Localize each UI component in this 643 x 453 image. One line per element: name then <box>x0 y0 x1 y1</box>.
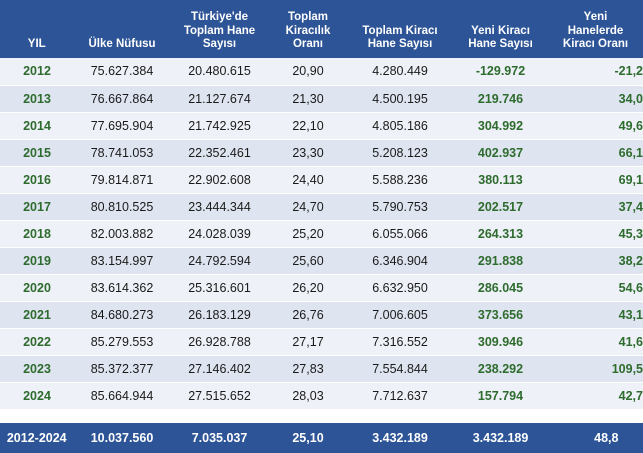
header-line: Yeni Kiracı <box>471 24 530 37</box>
cell-yeni-kiraci-hane: 291.838 <box>453 247 548 274</box>
cell-yil: 2013 <box>0 85 74 112</box>
column-header-yeni-hanelerde-kiraci-orani <box>548 0 643 58</box>
spacer-cell <box>0 409 643 423</box>
cell-yeni-hanelerde-kiraci-orani: 34,0 <box>548 85 643 112</box>
cell-toplam-hane: 25.316.601 <box>170 274 269 301</box>
cell-yeni-hanelerde-kiraci-orani: 109,5 <box>548 355 643 382</box>
cell-yil: 2020 <box>0 274 74 301</box>
cell-yeni-hanelerde-kiraci-orani: 69,1 <box>548 166 643 193</box>
table-row <box>0 328 643 355</box>
cell-yeni-hanelerde-kiraci-orani: 49,6 <box>548 112 643 139</box>
table-row <box>0 301 643 328</box>
cell-total-ulke-nufusu: 10.037.560 <box>74 423 170 453</box>
table-body <box>0 58 643 453</box>
cell-ulke-nufusu: 82.003.882 <box>74 220 170 247</box>
cell-toplam-kiraci-hane: 6.632.950 <box>347 274 453 301</box>
cell-total-yeni-hanelerde-kiraci-orani: 48,8 <box>548 423 643 453</box>
cell-ulke-nufusu: 79.814.871 <box>74 166 170 193</box>
cell-toplam-kiraci-hane: 4.805.186 <box>347 112 453 139</box>
cell-yeni-kiraci-hane: 402.937 <box>453 139 548 166</box>
cell-yil: 2024 <box>0 382 74 409</box>
cell-toplam-hane: 23.444.344 <box>170 193 269 220</box>
cell-ulke-nufusu: 76.667.864 <box>74 85 170 112</box>
header-line: Kiracı Oranı <box>562 37 629 50</box>
header-line: Hane Sayısı <box>367 37 433 50</box>
column-header-ulke-nufusu <box>74 0 170 58</box>
cell-yeni-kiraci-hane: 286.045 <box>453 274 548 301</box>
cell-yil: 2012 <box>0 58 74 85</box>
column-header-yeni-kiraci-hane-sayisi <box>453 0 548 58</box>
header-line: Ülke Nüfusu <box>88 37 156 50</box>
cell-yil: 2023 <box>0 355 74 382</box>
header-line: Toplam Hane <box>183 24 256 37</box>
column-header-toplam-hane-sayisi <box>170 0 269 58</box>
header-line: Hanelerde <box>567 24 624 37</box>
cell-toplam-kiraci-hane: 5.208.123 <box>347 139 453 166</box>
cell-yeni-hanelerde-kiraci-orani: 66,1 <box>548 139 643 166</box>
cell-ulke-nufusu: 83.614.362 <box>74 274 170 301</box>
cell-kiracilik-orani: 20,90 <box>269 58 347 85</box>
cell-yil: 2018 <box>0 220 74 247</box>
cell-total-kiracilik-orani: 25,10 <box>269 423 347 453</box>
cell-kiracilik-orani: 25,60 <box>269 247 347 274</box>
cell-ulke-nufusu: 83.154.997 <box>74 247 170 274</box>
cell-kiracilik-orani: 21,30 <box>269 85 347 112</box>
cell-total-yeni-kiraci-hane: 3.432.189 <box>453 423 548 453</box>
cell-kiracilik-orani: 26,76 <box>269 301 347 328</box>
cell-toplam-hane: 27.146.402 <box>170 355 269 382</box>
cell-yeni-hanelerde-kiraci-orani: 42,7 <box>548 382 643 409</box>
table-total-row <box>0 423 643 453</box>
cell-yil: 2022 <box>0 328 74 355</box>
header-line: Toplam <box>287 11 329 24</box>
cell-ulke-nufusu: 80.810.525 <box>74 193 170 220</box>
cell-toplam-kiraci-hane: 6.055.066 <box>347 220 453 247</box>
column-header-yil <box>0 0 74 58</box>
cell-ulke-nufusu: 75.627.384 <box>74 58 170 85</box>
cell-ulke-nufusu: 84.680.273 <box>74 301 170 328</box>
table-row <box>0 382 643 409</box>
cell-yeni-kiraci-hane: 264.313 <box>453 220 548 247</box>
header-line: Oranı <box>292 37 324 50</box>
table-header <box>0 0 643 58</box>
cell-kiracilik-orani: 28,03 <box>269 382 347 409</box>
header-line: Hane Sayısı <box>468 37 533 50</box>
cell-yeni-kiraci-hane: 157.794 <box>453 382 548 409</box>
cell-toplam-hane: 26.183.129 <box>170 301 269 328</box>
cell-toplam-hane: 26.928.788 <box>170 328 269 355</box>
header-line: Toplam Kiracı <box>362 24 438 37</box>
cell-toplam-kiraci-hane: 5.790.753 <box>347 193 453 220</box>
cell-kiracilik-orani: 25,20 <box>269 220 347 247</box>
header-line: Yeni <box>583 11 608 24</box>
cell-toplam-hane: 22.352.461 <box>170 139 269 166</box>
header-line: Türkiye'de <box>190 11 249 24</box>
header-line: YIL <box>27 37 46 50</box>
cell-ulke-nufusu: 78.741.053 <box>74 139 170 166</box>
cell-yeni-kiraci-hane: 380.113 <box>453 166 548 193</box>
table-row <box>0 274 643 301</box>
table-row <box>0 247 643 274</box>
cell-yil: 2015 <box>0 139 74 166</box>
cell-yil: 2019 <box>0 247 74 274</box>
table-row <box>0 193 643 220</box>
cell-kiracilik-orani: 27,83 <box>269 355 347 382</box>
table-row <box>0 355 643 382</box>
cell-toplam-kiraci-hane: 4.500.195 <box>347 85 453 112</box>
cell-ulke-nufusu: 85.664.944 <box>74 382 170 409</box>
table-row <box>0 139 643 166</box>
cell-total-yil: 2012-2024 <box>0 423 74 453</box>
cell-ulke-nufusu: 85.279.553 <box>74 328 170 355</box>
cell-toplam-hane: 20.480.615 <box>170 58 269 85</box>
cell-total-toplam-kiraci-hane: 3.432.189 <box>347 423 453 453</box>
cell-ulke-nufusu: 77.695.904 <box>74 112 170 139</box>
cell-yeni-hanelerde-kiraci-orani: 45,3 <box>548 220 643 247</box>
cell-yeni-kiraci-hane: 219.746 <box>453 85 548 112</box>
cell-toplam-hane: 21.742.925 <box>170 112 269 139</box>
cell-toplam-kiraci-hane: 7.316.552 <box>347 328 453 355</box>
table-row <box>0 220 643 247</box>
cell-toplam-hane: 24.792.594 <box>170 247 269 274</box>
cell-yeni-kiraci-hane: -129.972 <box>453 58 548 85</box>
cell-kiracilik-orani: 26,20 <box>269 274 347 301</box>
cell-kiracilik-orani: 22,10 <box>269 112 347 139</box>
cell-yeni-hanelerde-kiraci-orani: 37,4 <box>548 193 643 220</box>
table-row <box>0 58 643 85</box>
cell-toplam-kiraci-hane: 7.006.605 <box>347 301 453 328</box>
cell-yeni-kiraci-hane: 304.992 <box>453 112 548 139</box>
cell-toplam-hane: 21.127.674 <box>170 85 269 112</box>
cell-yeni-hanelerde-kiraci-orani: 54,6 <box>548 274 643 301</box>
cell-yeni-hanelerde-kiraci-orani: 41,6 <box>548 328 643 355</box>
cell-toplam-kiraci-hane: 7.554.844 <box>347 355 453 382</box>
table-row <box>0 112 643 139</box>
table-spacer-row <box>0 409 643 423</box>
header-line: Sayısı <box>202 37 237 50</box>
cell-yeni-kiraci-hane: 238.292 <box>453 355 548 382</box>
column-header-toplam-kiracilik-orani <box>269 0 347 58</box>
cell-toplam-kiraci-hane: 5.588.236 <box>347 166 453 193</box>
cell-yil: 2021 <box>0 301 74 328</box>
cell-kiracilik-orani: 23,30 <box>269 139 347 166</box>
table-row <box>0 85 643 112</box>
cell-toplam-hane: 27.515.652 <box>170 382 269 409</box>
table-row <box>0 166 643 193</box>
cell-yeni-kiraci-hane: 202.517 <box>453 193 548 220</box>
cell-toplam-hane: 24.028.039 <box>170 220 269 247</box>
cell-toplam-kiraci-hane: 4.280.449 <box>347 58 453 85</box>
cell-yeni-kiraci-hane: 309.946 <box>453 328 548 355</box>
cell-kiracilik-orani: 24,70 <box>269 193 347 220</box>
cell-yeni-kiraci-hane: 373.656 <box>453 301 548 328</box>
cell-yeni-hanelerde-kiraci-orani: 38,2 <box>548 247 643 274</box>
cell-yeni-hanelerde-kiraci-orani: -21,2 <box>548 58 643 85</box>
column-header-toplam-kiraci-hane-sayisi <box>347 0 453 58</box>
cell-kiracilik-orani: 27,17 <box>269 328 347 355</box>
cell-toplam-kiraci-hane: 6.346.904 <box>347 247 453 274</box>
cell-yil: 2016 <box>0 166 74 193</box>
cell-yil: 2014 <box>0 112 74 139</box>
header-line: Kiracılık <box>285 24 331 37</box>
cell-total-toplam-hane: 7.035.037 <box>170 423 269 453</box>
cell-ulke-nufusu: 85.372.377 <box>74 355 170 382</box>
cell-toplam-kiraci-hane: 7.712.637 <box>347 382 453 409</box>
cell-yeni-hanelerde-kiraci-orani: 43,1 <box>548 301 643 328</box>
cell-toplam-hane: 22.902.608 <box>170 166 269 193</box>
cell-kiracilik-orani: 24,40 <box>269 166 347 193</box>
cell-yil: 2017 <box>0 193 74 220</box>
